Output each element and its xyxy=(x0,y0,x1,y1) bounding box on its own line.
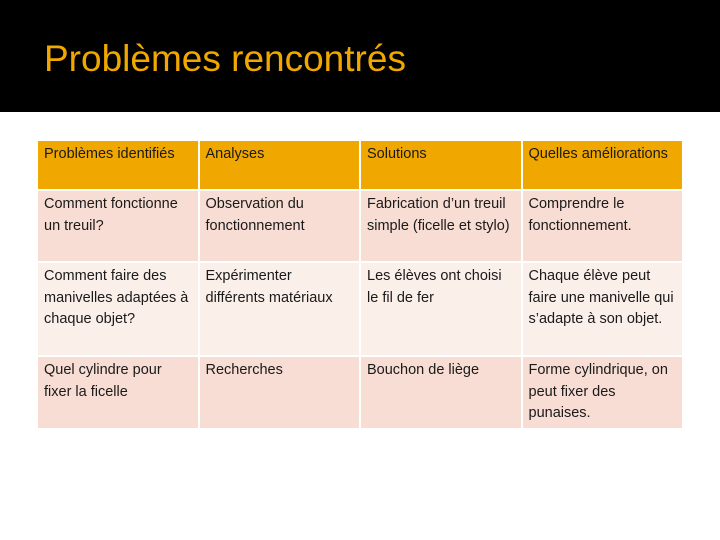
table-row xyxy=(38,191,682,261)
table-row xyxy=(38,357,682,428)
title-bar xyxy=(0,0,720,112)
table-cell: Quel cylindre pour fixer la ficelle xyxy=(38,357,198,428)
table-cell: Chaque élève peut faire une manivelle qui s’adapte à son objet. xyxy=(523,263,683,355)
problems-table xyxy=(36,139,684,430)
table-cell: Comment fonctionne un treuil? xyxy=(38,191,198,261)
header-solutions: Solutions xyxy=(361,141,521,189)
header-analyses: Analyses xyxy=(200,141,360,189)
table-cell: Comprendre le fonctionnement. xyxy=(523,191,683,261)
table-cell: Recherches xyxy=(200,357,360,428)
table-cell: Bouchon de liège xyxy=(361,357,521,428)
table-cell: Comment faire des manivelles adaptées à chaque objet? xyxy=(38,263,198,355)
table-cell: Observation du fonctionnement xyxy=(200,191,360,261)
table-row xyxy=(38,263,682,355)
slide-title: Problèmes rencontrés xyxy=(44,38,406,79)
table-cell: Forme cylindrique, on peut fixer des punaises. xyxy=(523,357,683,428)
header-ameliorations: Quelles améliorations xyxy=(523,141,683,189)
table-cell: Expérimenter différents matériaux xyxy=(200,263,360,355)
table-cell: Fabrication d’un treuil simple (ficelle et stylo) xyxy=(361,191,521,261)
header-problemes: Problèmes identifiés xyxy=(38,141,198,189)
table-header-row xyxy=(38,141,682,189)
table-cell: Les élèves ont choisi le fil de fer xyxy=(361,263,521,355)
